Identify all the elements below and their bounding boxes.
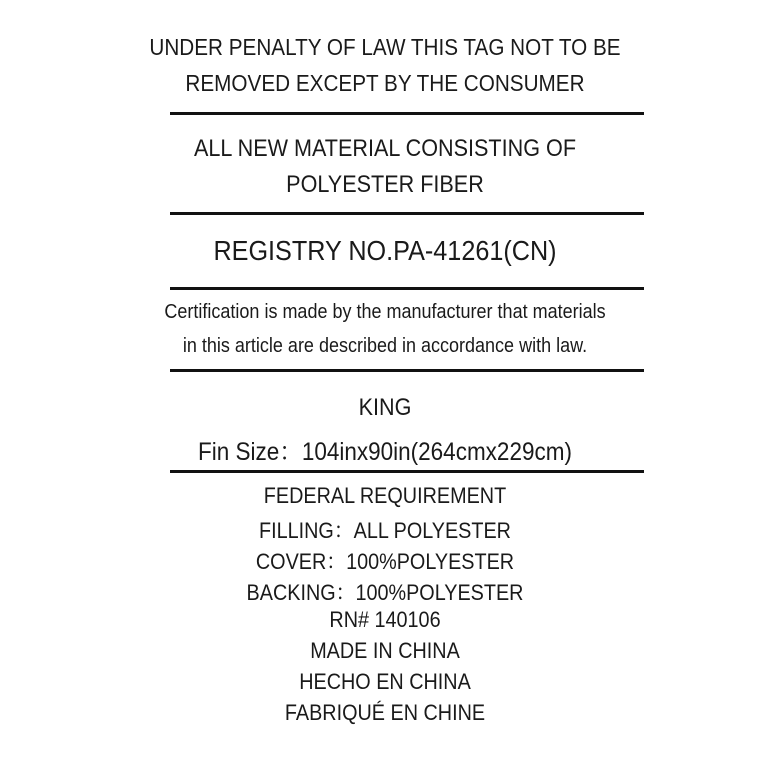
divider-5	[170, 470, 644, 473]
backing-content: BACKING：100%POLYESTER	[246, 580, 524, 605]
hecho-en-china: HECHO EN CHINA	[299, 669, 471, 694]
divider-2	[170, 212, 644, 215]
rn-number: RN# 140106	[329, 607, 441, 632]
made-in-china: MADE IN CHINA	[310, 638, 460, 663]
fin-size: Fin Size：104inx90in(264cmx229cm)	[198, 438, 572, 466]
law-notice-line-1: UNDER PENALTY OF LAW THIS TAG NOT TO BE	[149, 34, 621, 60]
fabrique-en-chine: FABRIQUÉ EN CHINE	[284, 700, 486, 725]
material-line-2: POLYESTER FIBER	[286, 171, 484, 198]
material-line-1: ALL NEW MATERIAL CONSISTING OF	[193, 135, 577, 162]
filling-content: FILLING：ALL POLYESTER	[259, 518, 511, 543]
divider-4	[170, 369, 644, 372]
divider-3	[170, 287, 644, 290]
law-notice-line-2: REMOVED EXCEPT BY THE CONSUMER	[185, 70, 585, 96]
cover-content: COVER：100%POLYESTER	[255, 549, 515, 574]
certification-line-1: Certification is made by the manufacturer that materials	[164, 301, 606, 323]
certification-line-2: in this article are described in accordance with law.	[182, 335, 588, 357]
divider-1	[170, 112, 644, 115]
registry-number: REGISTRY NO.PA-41261(CN)	[213, 235, 557, 266]
federal-requirement-heading: FEDERAL REQUIREMENT	[263, 483, 507, 508]
size-name: KING	[358, 394, 412, 421]
